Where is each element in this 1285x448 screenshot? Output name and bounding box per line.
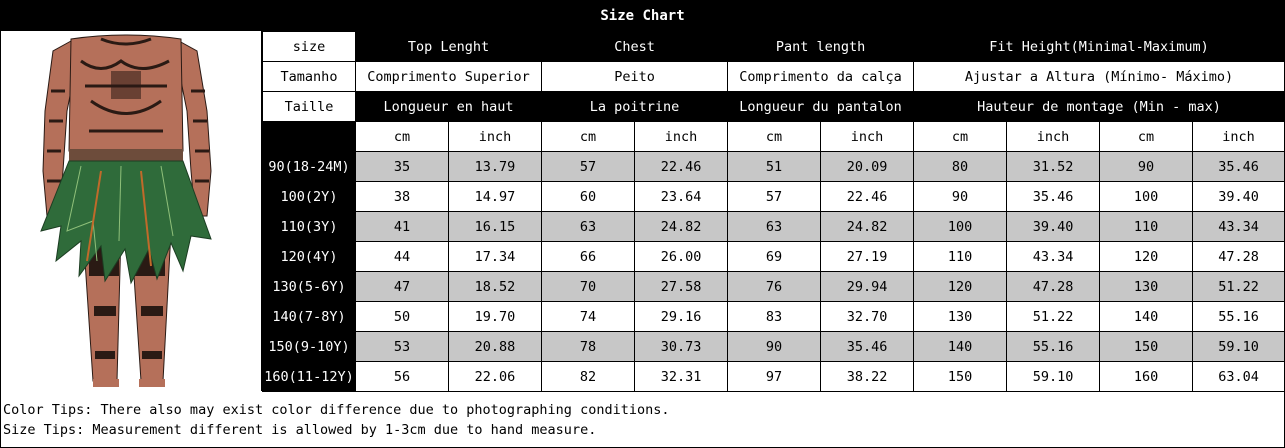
header-cell: Pant length — [728, 32, 914, 62]
header-row-fr — [263, 92, 1285, 122]
value-cell: 20.88 — [449, 332, 542, 362]
value-cell: 59.10 — [1193, 332, 1285, 362]
value-cell: 140 — [914, 332, 1007, 362]
value-cell: 51 — [728, 152, 821, 182]
value-cell: 150 — [914, 362, 1007, 392]
size-label: 150(9-10Y) — [263, 332, 356, 362]
size-label: 120(4Y) — [263, 242, 356, 272]
value-cell: 60 — [542, 182, 635, 212]
header-cell: Chest — [542, 32, 728, 62]
table-row — [263, 242, 1285, 272]
value-cell: 130 — [1100, 272, 1193, 302]
value-cell: 35.46 — [821, 332, 914, 362]
header-cell: Fit Height(Minimal-Maximum) — [914, 32, 1285, 62]
value-cell: 27.19 — [821, 242, 914, 272]
value-cell: 160 — [1100, 362, 1193, 392]
table-row — [263, 302, 1285, 332]
header-cell: Longueur du pantalon — [728, 92, 914, 122]
value-cell: 35.46 — [1193, 152, 1285, 182]
unit-cell: inch — [635, 122, 728, 152]
value-cell: 100 — [1100, 182, 1193, 212]
value-cell: 43.34 — [1193, 212, 1285, 242]
value-cell: 47.28 — [1007, 272, 1100, 302]
value-cell: 38.22 — [821, 362, 914, 392]
unit-cell: inch — [449, 122, 542, 152]
value-cell: 13.79 — [449, 152, 542, 182]
value-cell: 19.70 — [449, 302, 542, 332]
value-cell: 29.16 — [635, 302, 728, 332]
value-cell: 63.04 — [1193, 362, 1285, 392]
value-cell: 29.94 — [821, 272, 914, 302]
value-cell: 80 — [914, 152, 1007, 182]
value-cell: 74 — [542, 302, 635, 332]
value-cell: 82 — [542, 362, 635, 392]
unit-cell: inch — [1007, 122, 1100, 152]
value-cell: 47 — [356, 272, 449, 302]
value-cell: 20.09 — [821, 152, 914, 182]
value-cell: 22.06 — [449, 362, 542, 392]
size-table — [262, 31, 1285, 392]
costume-illustration — [1, 31, 261, 391]
value-cell: 50 — [356, 302, 449, 332]
unit-cell: cm — [1100, 122, 1193, 152]
value-cell: 59.10 — [1007, 362, 1100, 392]
table-row — [263, 182, 1285, 212]
value-cell: 30.73 — [635, 332, 728, 362]
value-cell: 110 — [1100, 212, 1193, 242]
header-row-en — [263, 32, 1285, 62]
table-row — [263, 332, 1285, 362]
value-cell: 63 — [728, 212, 821, 242]
value-cell: 39.40 — [1193, 182, 1285, 212]
header-cell: Hauteur de montage (Min - max) — [914, 92, 1285, 122]
value-cell: 90 — [914, 182, 1007, 212]
header-cell: size — [263, 32, 356, 62]
value-cell: 43.34 — [1007, 242, 1100, 272]
value-cell: 76 — [728, 272, 821, 302]
value-cell: 14.97 — [449, 182, 542, 212]
value-cell: 78 — [542, 332, 635, 362]
unit-cell: inch — [821, 122, 914, 152]
value-cell: 140 — [1100, 302, 1193, 332]
value-cell: 120 — [1100, 242, 1193, 272]
value-cell: 16.15 — [449, 212, 542, 242]
header-cell: Ajustar a Altura (Mínimo- Máximo) — [914, 62, 1285, 92]
header-cell: La poitrine — [542, 92, 728, 122]
value-cell: 41 — [356, 212, 449, 242]
unit-cell: cm — [728, 122, 821, 152]
value-cell: 38 — [356, 182, 449, 212]
header-cell: Comprimento Superior — [356, 62, 542, 92]
header-cell: Top Lenght — [356, 32, 542, 62]
value-cell: 27.58 — [635, 272, 728, 302]
header-row-pt — [263, 62, 1285, 92]
value-cell: 83 — [728, 302, 821, 332]
size-label: 130(5-6Y) — [263, 272, 356, 302]
value-cell: 32.31 — [635, 362, 728, 392]
value-cell: 90 — [1100, 152, 1193, 182]
units-row — [263, 122, 1285, 152]
value-cell: 22.46 — [821, 182, 914, 212]
value-cell: 130 — [914, 302, 1007, 332]
unit-cell: cm — [542, 122, 635, 152]
value-cell: 18.52 — [449, 272, 542, 302]
value-cell: 57 — [542, 152, 635, 182]
value-cell: 70 — [542, 272, 635, 302]
value-cell: 51.22 — [1007, 302, 1100, 332]
value-cell: 35.46 — [1007, 182, 1100, 212]
size-label: 140(7-8Y) — [263, 302, 356, 332]
value-cell: 31.52 — [1007, 152, 1100, 182]
header-cell: Longueur en haut — [356, 92, 542, 122]
value-cell: 56 — [356, 362, 449, 392]
unit-cell: inch — [1193, 122, 1285, 152]
value-cell: 110 — [914, 242, 1007, 272]
units-corner — [263, 122, 356, 152]
value-cell: 120 — [914, 272, 1007, 302]
value-cell: 57 — [728, 182, 821, 212]
value-cell: 63 — [542, 212, 635, 242]
unit-cell: cm — [356, 122, 449, 152]
value-cell: 24.82 — [821, 212, 914, 242]
value-cell: 55.16 — [1007, 332, 1100, 362]
table-row — [263, 212, 1285, 242]
value-cell: 66 — [542, 242, 635, 272]
size-label: 160(11-12Y) — [263, 362, 356, 392]
unit-cell: cm — [914, 122, 1007, 152]
value-cell: 39.40 — [1007, 212, 1100, 242]
header-cell: Comprimento da calça — [728, 62, 914, 92]
chart-title: Size Chart — [1, 1, 1284, 31]
value-cell: 35 — [356, 152, 449, 182]
value-cell: 24.82 — [635, 212, 728, 242]
table-row — [263, 152, 1285, 182]
size-label: 100(2Y) — [263, 182, 356, 212]
value-cell: 17.34 — [449, 242, 542, 272]
header-cell: Peito — [542, 62, 728, 92]
value-cell: 23.64 — [635, 182, 728, 212]
value-cell: 47.28 — [1193, 242, 1285, 272]
product-photo — [1, 31, 262, 391]
value-cell: 32.70 — [821, 302, 914, 332]
header-cell: Taille — [263, 92, 356, 122]
value-cell: 22.46 — [635, 152, 728, 182]
header-cell: Tamanho — [263, 62, 356, 92]
value-cell: 90 — [728, 332, 821, 362]
size-tip: Size Tips: Measurement different is allowed by 1-3cm due to hand measure. — [3, 422, 597, 438]
value-cell: 97 — [728, 362, 821, 392]
value-cell: 55.16 — [1193, 302, 1285, 332]
value-cell: 150 — [1100, 332, 1193, 362]
size-rows — [263, 152, 1285, 392]
value-cell: 53 — [356, 332, 449, 362]
value-cell: 100 — [914, 212, 1007, 242]
tips — [3, 400, 669, 440]
value-cell: 44 — [356, 242, 449, 272]
value-cell: 51.22 — [1193, 272, 1285, 302]
table-row — [263, 362, 1285, 392]
color-tip: Color Tips: There also may exist color difference due to photographing conditions. — [3, 402, 670, 418]
value-cell: 69 — [728, 242, 821, 272]
table-row — [263, 272, 1285, 302]
size-label: 110(3Y) — [263, 212, 356, 242]
value-cell: 26.00 — [635, 242, 728, 272]
size-label: 90(18-24M) — [263, 152, 356, 182]
